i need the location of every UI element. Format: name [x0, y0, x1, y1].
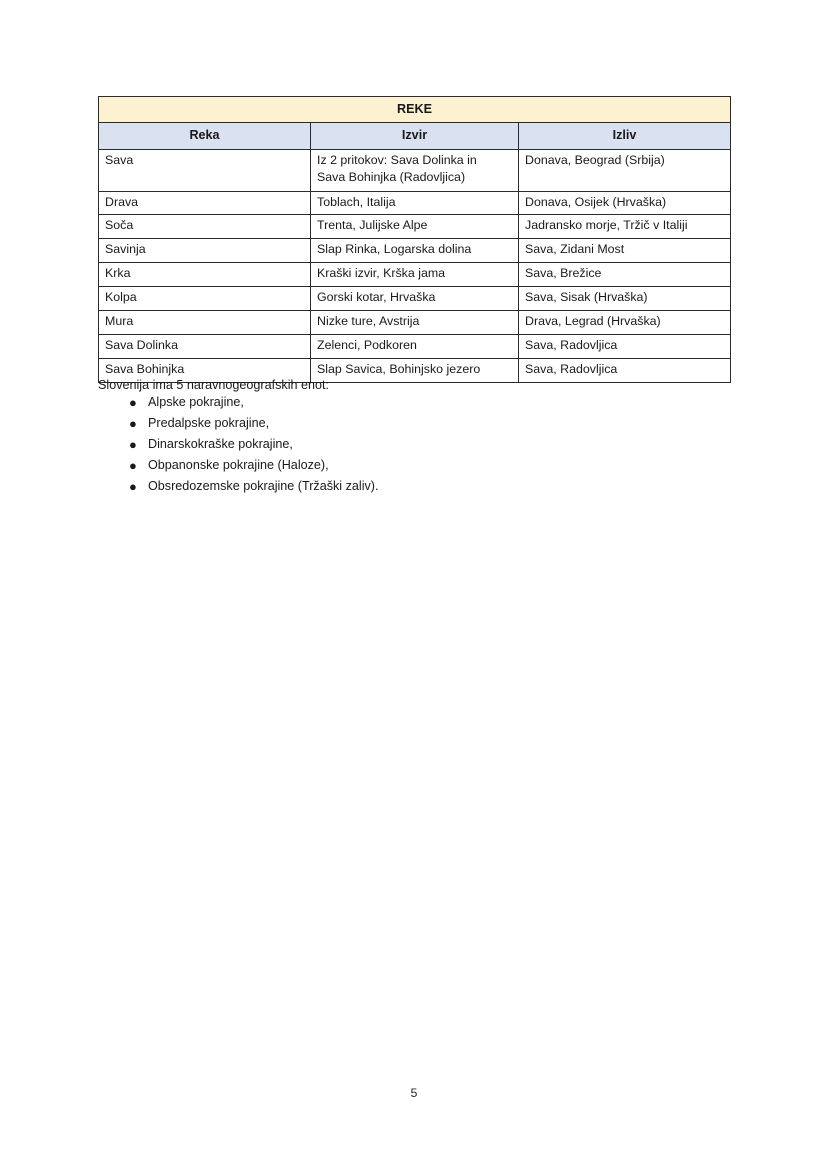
- list-item-label: Obpanonske pokrajine (Haloze),: [148, 458, 329, 472]
- cell-reka: Drava: [99, 191, 311, 215]
- cell-reka: Kolpa: [99, 287, 311, 311]
- cell-reka: Savinja: [99, 239, 311, 263]
- table-row: [99, 335, 731, 359]
- column-header-reka: Reka: [99, 123, 311, 149]
- intro-paragraph: Slovenija ima 5 naravnogeografskih enot:: [98, 377, 330, 392]
- cell-izvir: Slap Rinka, Logarska dolina: [311, 239, 519, 263]
- natural-units-list: [98, 392, 379, 497]
- list-item-label: Predalpske pokrajine,: [148, 416, 270, 430]
- list-item-label: Dinarskokraške pokrajine,: [148, 437, 293, 451]
- page-number: 5: [410, 1086, 418, 1100]
- cell-izvir: Nizke ture, Avstrija: [311, 311, 519, 335]
- cell-izvir-line-2: Sava Bohinjka (Radovljica): [317, 170, 466, 185]
- cell-izvir: Trenta, Julijske Alpe: [311, 215, 519, 239]
- column-header-izvir: Izvir: [311, 123, 519, 149]
- table-row: [99, 191, 731, 215]
- rivers-table-container: [98, 96, 730, 383]
- table-title-row: [99, 97, 731, 123]
- column-header-izliv: Izliv: [519, 123, 731, 149]
- table-row: [99, 311, 731, 335]
- table-header-row: [99, 123, 731, 149]
- cell-izliv: Drava, Legrad (Hrvaška): [519, 311, 731, 335]
- list-item: [98, 434, 379, 455]
- list-item: [98, 476, 379, 497]
- table-row: [99, 149, 731, 191]
- cell-izliv: Donava, Beograd (Srbija): [519, 149, 731, 191]
- table-row: [99, 239, 731, 263]
- table-row: [99, 263, 731, 287]
- cell-izliv: Sava, Sisak (Hrvaška): [519, 287, 731, 311]
- cell-reka: Soča: [99, 215, 311, 239]
- cell-izvir-line-1: Iz 2 pritokov: Sava Dolinka in: [317, 152, 477, 167]
- table-row: [99, 215, 731, 239]
- list-item: [98, 413, 379, 434]
- cell-reka: Sava: [99, 149, 311, 191]
- cell-izliv: Jadransko morje, Tržič v Italiji: [519, 215, 731, 239]
- table-title: REKE: [99, 97, 731, 123]
- list-item: [98, 392, 379, 413]
- rivers-table: [98, 96, 731, 383]
- cell-reka: Sava Bohinjka: [99, 359, 311, 383]
- cell-reka: Sava Dolinka: [99, 335, 311, 359]
- cell-reka: Krka: [99, 263, 311, 287]
- bullet-icon: ●: [129, 416, 137, 431]
- cell-izliv: Sava, Brežice: [519, 263, 731, 287]
- bullet-icon: ●: [129, 437, 137, 452]
- cell-izliv: Sava, Zidani Most: [519, 239, 731, 263]
- bullet-icon: ●: [129, 395, 137, 410]
- table-body: [99, 149, 731, 383]
- cell-izvir: Kraški izvir, Krška jama: [311, 263, 519, 287]
- cell-izliv: Sava, Radovljica: [519, 335, 731, 359]
- cell-izvir: [311, 149, 519, 191]
- list-item: [98, 455, 379, 476]
- cell-izvir: Gorski kotar, Hrvaška: [311, 287, 519, 311]
- cell-izliv: Sava, Radovljica: [519, 359, 731, 383]
- list-item-label: Obsredozemske pokrajine (Tržaški zaliv).: [148, 479, 379, 493]
- table-row: [99, 287, 731, 311]
- cell-izvir: Toblach, Italija: [311, 191, 519, 215]
- cell-izliv: Donava, Osijek (Hrvaška): [519, 191, 731, 215]
- cell-reka: Mura: [99, 311, 311, 335]
- bullet-icon: ●: [129, 479, 137, 494]
- cell-izvir: Slap Savica, Bohinjsko jezero: [311, 359, 519, 383]
- bullet-icon: ●: [129, 458, 137, 473]
- cell-izvir: Zelenci, Podkoren: [311, 335, 519, 359]
- list-item-label: Alpske pokrajine,: [148, 395, 244, 409]
